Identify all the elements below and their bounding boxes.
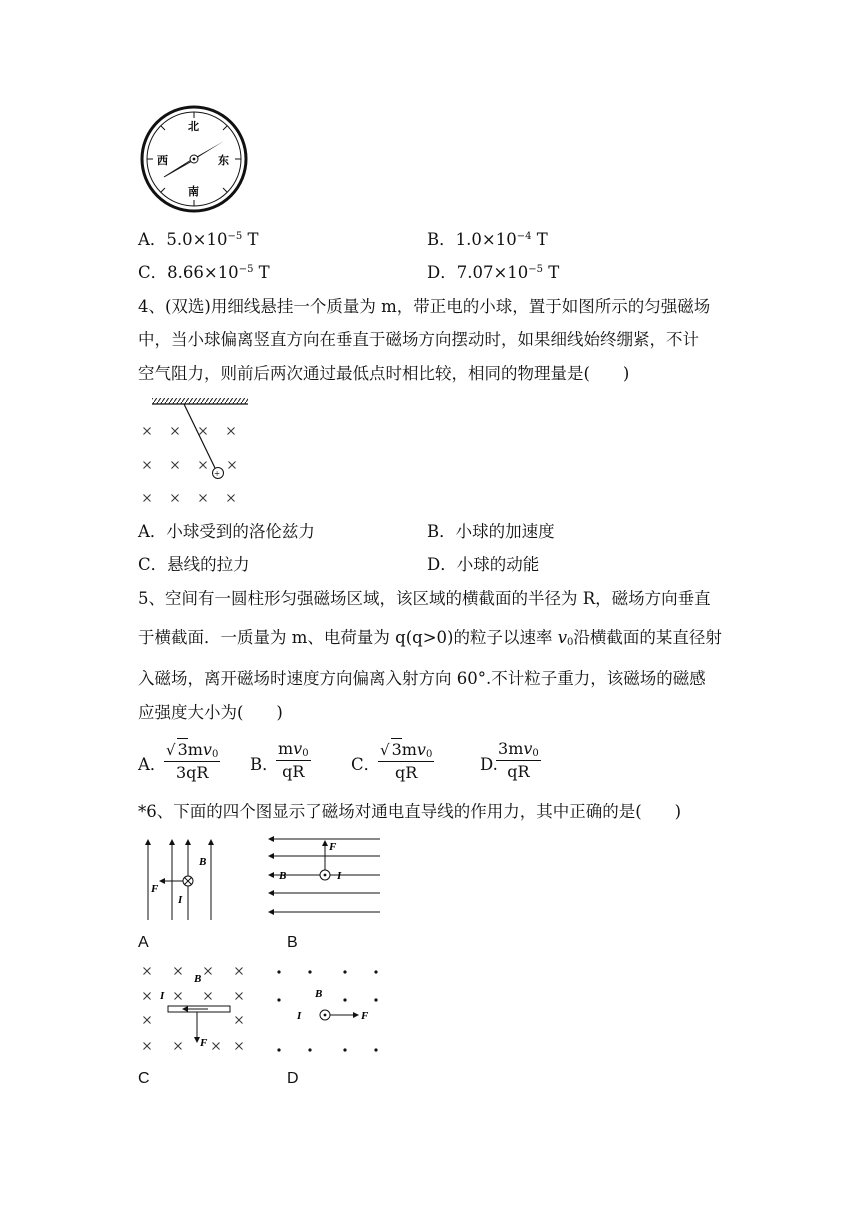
field-out-of-page-mark bbox=[277, 970, 280, 973]
field-into-page-mark bbox=[205, 993, 212, 1000]
field-into-page-mark bbox=[236, 968, 243, 975]
q6-figure-a-label: A bbox=[138, 934, 149, 951]
field-out-of-page-mark bbox=[374, 1048, 377, 1051]
q4-option-b: B．小球的加速度 bbox=[427, 522, 555, 541]
q4-option-a: A．小球受到的洛伦兹力 bbox=[138, 522, 315, 541]
field-out-of-page-mark bbox=[277, 998, 280, 1001]
field-out-of-page-mark bbox=[374, 970, 377, 973]
q4-option-c: C．悬线的拉力 bbox=[138, 555, 250, 574]
field-out-of-page-mark bbox=[308, 1048, 311, 1051]
q3-option-a: A．$5.0\times 10^{-5}$ T bbox=[138, 230, 259, 249]
fig-c-label-f: F bbox=[200, 1037, 208, 1049]
field-into-page-mark bbox=[228, 495, 235, 502]
q6-figure-b-label: B bbox=[287, 934, 298, 951]
compass-figure bbox=[138, 103, 250, 215]
field-into-page-mark bbox=[175, 968, 182, 975]
compass-label-east: 东 bbox=[218, 155, 229, 167]
field-out-of-page-mark bbox=[374, 998, 377, 1001]
fig-b-label-i: I bbox=[337, 870, 342, 882]
fig-a-label-b: B bbox=[199, 856, 207, 868]
q6-figure-a bbox=[138, 836, 218, 922]
fig-a-label-f: F bbox=[151, 883, 159, 895]
fig-d-label-i: I bbox=[297, 1010, 302, 1022]
q3-option-b: B．$1.0\times 10^{-4}$ T bbox=[427, 230, 548, 249]
field-into-page-mark bbox=[236, 1017, 243, 1024]
field-into-page-mark bbox=[172, 462, 179, 469]
field-into-page-mark bbox=[175, 993, 182, 1000]
fig-c-label-b: B bbox=[194, 973, 202, 985]
q5-option-b-letter: B． bbox=[250, 755, 279, 774]
ball-charge-sign: + bbox=[214, 469, 220, 480]
q6-stem: *6、下面的四个图显示了磁场对通电直导线的作用力，其中正确的是( ) bbox=[138, 802, 682, 821]
field-into-page-mark bbox=[144, 462, 151, 469]
field-into-page-mark bbox=[205, 968, 212, 975]
field-into-page-mark bbox=[228, 428, 235, 435]
q5-option-c-fraction: $\frac{√ 3mv_0}{qR}$ bbox=[380, 740, 433, 782]
fig-d-label-f: F bbox=[361, 1010, 369, 1022]
pendulum-figure bbox=[138, 396, 250, 508]
field-into-page-mark bbox=[236, 993, 243, 1000]
q5-option-b-fraction: $\frac{mv_0}{qR}$ bbox=[278, 739, 309, 781]
pendulum-string bbox=[184, 404, 215, 468]
field-into-page-mark bbox=[144, 1017, 151, 1024]
q5-stem-line-4: 应强度大小为( ) bbox=[138, 703, 283, 722]
field-into-page-mark bbox=[200, 428, 207, 435]
q6-figure-c-label: C bbox=[138, 1070, 150, 1087]
q4-stem-line-2: 中，当小球偏离竖直方向在垂直于磁场方向摆动时，如果细线始终绷紧，不计 bbox=[138, 330, 699, 349]
fig-a-label-i: I bbox=[178, 894, 183, 906]
compass-label-west: 西 bbox=[157, 155, 168, 167]
field-out-of-page-mark bbox=[308, 970, 311, 973]
field-into-page-mark bbox=[200, 462, 207, 469]
q5-option-c-letter: C． bbox=[351, 755, 381, 774]
field-into-page-mark bbox=[144, 968, 151, 975]
field-into-page-mark bbox=[200, 495, 207, 502]
field-out-of-page-mark bbox=[343, 1048, 346, 1051]
q4-option-d: D．小球的动能 bbox=[427, 555, 540, 574]
field-into-page-mark bbox=[172, 495, 179, 502]
q6-figure-d-label: D bbox=[287, 1070, 299, 1087]
q6-figure-c bbox=[138, 962, 254, 1056]
q4-stem-line-1: 4、(双选)用细线悬挂一个质量为 m，带正电的小球，置于如图所示的匀强磁场 bbox=[138, 297, 711, 316]
compass-label-south: 南 bbox=[188, 186, 199, 198]
field-into-page-mark bbox=[144, 993, 151, 1000]
q5-stem-line-1: 5、空间有一圆柱形匀强磁场区域，该区域的横截面的半径为 R，磁场方向垂直 bbox=[138, 589, 711, 608]
q6-figure-d bbox=[266, 962, 384, 1056]
fig-c-label-i: I bbox=[160, 990, 165, 1002]
q5-stem-line-3: 入磁场，离开磁场时速度方向偏离入射方向 60°.不计粒子重力，该磁场的磁感 bbox=[138, 669, 706, 688]
q3-option-c: C．$8.66\times 10^{-5}$ T bbox=[138, 263, 270, 282]
field-into-page-mark bbox=[144, 1043, 151, 1050]
field-out-of-page-mark bbox=[343, 970, 346, 973]
field-out-of-page-mark bbox=[343, 998, 346, 1001]
field-into-page-mark bbox=[144, 428, 151, 435]
q5-option-d-letter: D. bbox=[480, 755, 498, 774]
field-out-of-page-mark bbox=[277, 1048, 280, 1051]
q5-stem-line-2: 于横截面．一质量为 m、电荷量为 q(q>0)的粒子以速率 $v_0$沿横截面的某直径射 bbox=[138, 628, 722, 648]
fig-b-label-b: B bbox=[279, 870, 287, 882]
compass-label-north: 北 bbox=[188, 121, 199, 133]
field-into-page-mark bbox=[213, 1043, 220, 1050]
fig-b-label-f: F bbox=[329, 841, 337, 853]
field-into-page-mark bbox=[172, 428, 179, 435]
fig-d-label-b: B bbox=[315, 988, 323, 1000]
q5-option-a-fraction: $\frac{√ 3mv_0}{3qR}$ bbox=[166, 740, 219, 782]
q4-stem-line-3: 空气阻力，则前后两次通过最低点时相比较，相同的物理量是( ) bbox=[138, 364, 630, 383]
field-into-page-mark bbox=[229, 462, 236, 469]
field-into-page-mark bbox=[175, 1043, 182, 1050]
q5-option-a-letter: A． bbox=[138, 755, 167, 774]
q3-option-d: D．$7.07\times 10^{-5}$ T bbox=[427, 263, 560, 282]
q6-figure-b bbox=[266, 836, 382, 916]
field-into-page-mark bbox=[144, 495, 151, 502]
q5-option-d-fraction: $\frac{3mv_0}{qR}$ bbox=[498, 739, 539, 781]
field-into-page-mark bbox=[236, 1043, 243, 1050]
